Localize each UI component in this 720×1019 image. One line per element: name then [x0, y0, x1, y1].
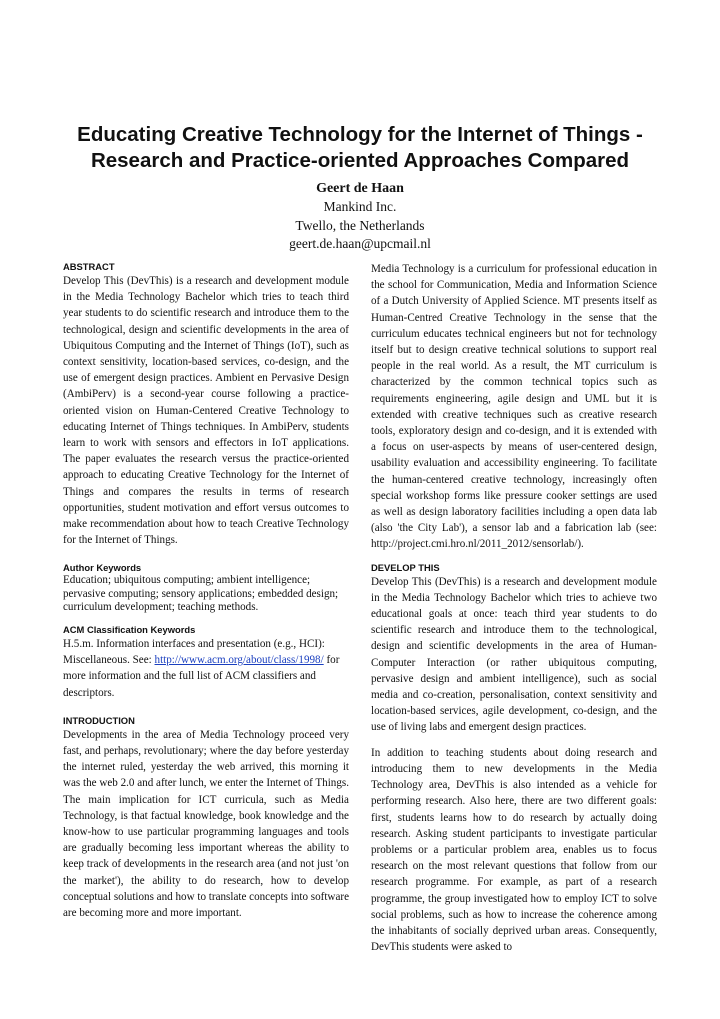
author-affiliation: Mankind Inc. — [323, 199, 397, 214]
title-line-2: Research and Practice-oriented Approaches Compared — [90, 149, 630, 172]
introduction-heading: INTRODUCTION — [63, 714, 135, 726]
acm-text — [63, 636, 349, 701]
acm-heading: ACM Classification Keywords — [63, 623, 196, 635]
acm-classifiers-link[interactable]: http://www.acm.org/about/class/1998/ — [154, 654, 324, 667]
develop-this-para-1: Develop This (DevThis) is a research and development module in the Media Technology Bachelor which tries to achieve two educational goals at once: teach third year students to do scientific research and introduce them to the technological, design and scientific developments in the area of Human-Computer Interaction (or rather ubiquitous computing, pervasive design and ambient intelligence), such as social media and co-creation, personalisation, context sensitivity and location-based services, agile development, co-design, and the use of living labs and emergent design practices. — [371, 575, 657, 734]
abstract-heading: ABSTRACT — [63, 261, 115, 272]
keywords-heading: Author Keywords — [63, 562, 142, 574]
acm-text-before: H.5.m. Information interfaces and presentation (e.g., HCI): Miscellaneous. See: — [63, 637, 325, 667]
abstract-text: Develop This (DevThis) is a research and development module in the Media Technology Bachelor which tries to teach third year students to do scientific research and introduce them to the technological, design and scientific developments in the area of Ubiquitous Computing and the Internet of Things (IoT), such as context sensitivity, location-based services, co-design, and the use of emergent design practices. Ambient en Pervasive Design (AmbiPerv) is a second-year course following a practice-oriented vision on Human-Centered Creative Technology to educating Internet of Things techniques. In AmbiPerv, students learn to work with sensors and effectors in IoT applications. The paper evaluates the research versus the practice-oriented approach to educating Creative Technology for the Internet of Things and compares the results in terms of research opportunities, student motivation and effort versus outcomes to make recommendation about how to teach Creative Technology for the Internet of Things. — [63, 275, 349, 547]
media-technology-text: Media Technology is a curriculum for professional education in the school for Communication, Media and Information Science of a Dutch University of Applied Science. MT presents itself as Human-Centred Creative Technology in the sense that the curriculum educates technical engineers but not for technology itself but to design creative technical solutions to support real people in the real world. As a result, the MT curriculum is characterized by the common technical topics such as requirements engineering, agile design and UML but it is extended with creative techniques such as creative research tools, exploratory design and co-design, and it is extended with a focus on user-aspects by means of user-centered design, usability evaluation and accessibility engineering. To facilitate the human-centered creative technology, increasingly often special workshop forms like pressure cooker settings are used as well as design laboratory facilities including a open data lab (also 'the City Lab'), a sensor lab and a fabrication lab (see: http://project.cmi.hro.nl/2011_2012/sensorlab/). — [371, 263, 657, 551]
develop-this-heading: DEVELOP THIS — [371, 561, 440, 573]
develop-this-para-2: In addition to teaching students about doing research and introducing them to new developments in the Media Technology area, DevThis is also intended as a vehicle for performing research. Also here, there are two different goals: first, students learns how to do research by actually doing research. Asking student participants to investigate particular problems or a particular problem area, enables us to focus research on the most relevant questions that follow from our research programme. For example, as part of a research programme, the group investigated how to employ ICT to solve social problems, such as how to increase the coherence among the inhabitants of socially deprived urban areas. Consequently, DevThis students were asked to — [371, 746, 657, 954]
paper-title — [40, 122, 680, 174]
title-line-1: Educating Creative Technology for the Internet of Things - — [77, 123, 643, 146]
keywords-text: Education; ubiquitous computing; ambient intelligence; pervasive computing; sensory applications; embedded design; curriculum development; teaching methods. — [63, 574, 339, 614]
author-email: geert.de.haan@upcmail.nl — [289, 236, 431, 251]
author-location: Twello, the Netherlands — [295, 217, 425, 233]
author-name: Geert de Haan — [316, 181, 404, 196]
introduction-text: Developments in the area of Media Technology proceed very fast, and perhaps, revolutionary; where the day before yesterday the internet ruled, yesterday the web arrived, this morning it was the web 2.0 and after lunch, we enter the Internet of Things. The main implication for ICT curricula, such as Media Technology, is that factual knowledge, book knowledge and the know-how to use particular programming languages and tools are gradually becoming less important whereas the ability to keep track of developments in the research area (and not just 'on the market'), the ability to do research, how to develop conceptual solutions and how to translate concepts into software are becoming more and more important. — [63, 728, 349, 919]
right-column — [371, 261, 657, 955]
acm-text-after: for more information and the full list of ACM classifiers and descriptors. — [63, 654, 340, 699]
left-column — [63, 261, 349, 921]
author-block — [160, 180, 560, 254]
